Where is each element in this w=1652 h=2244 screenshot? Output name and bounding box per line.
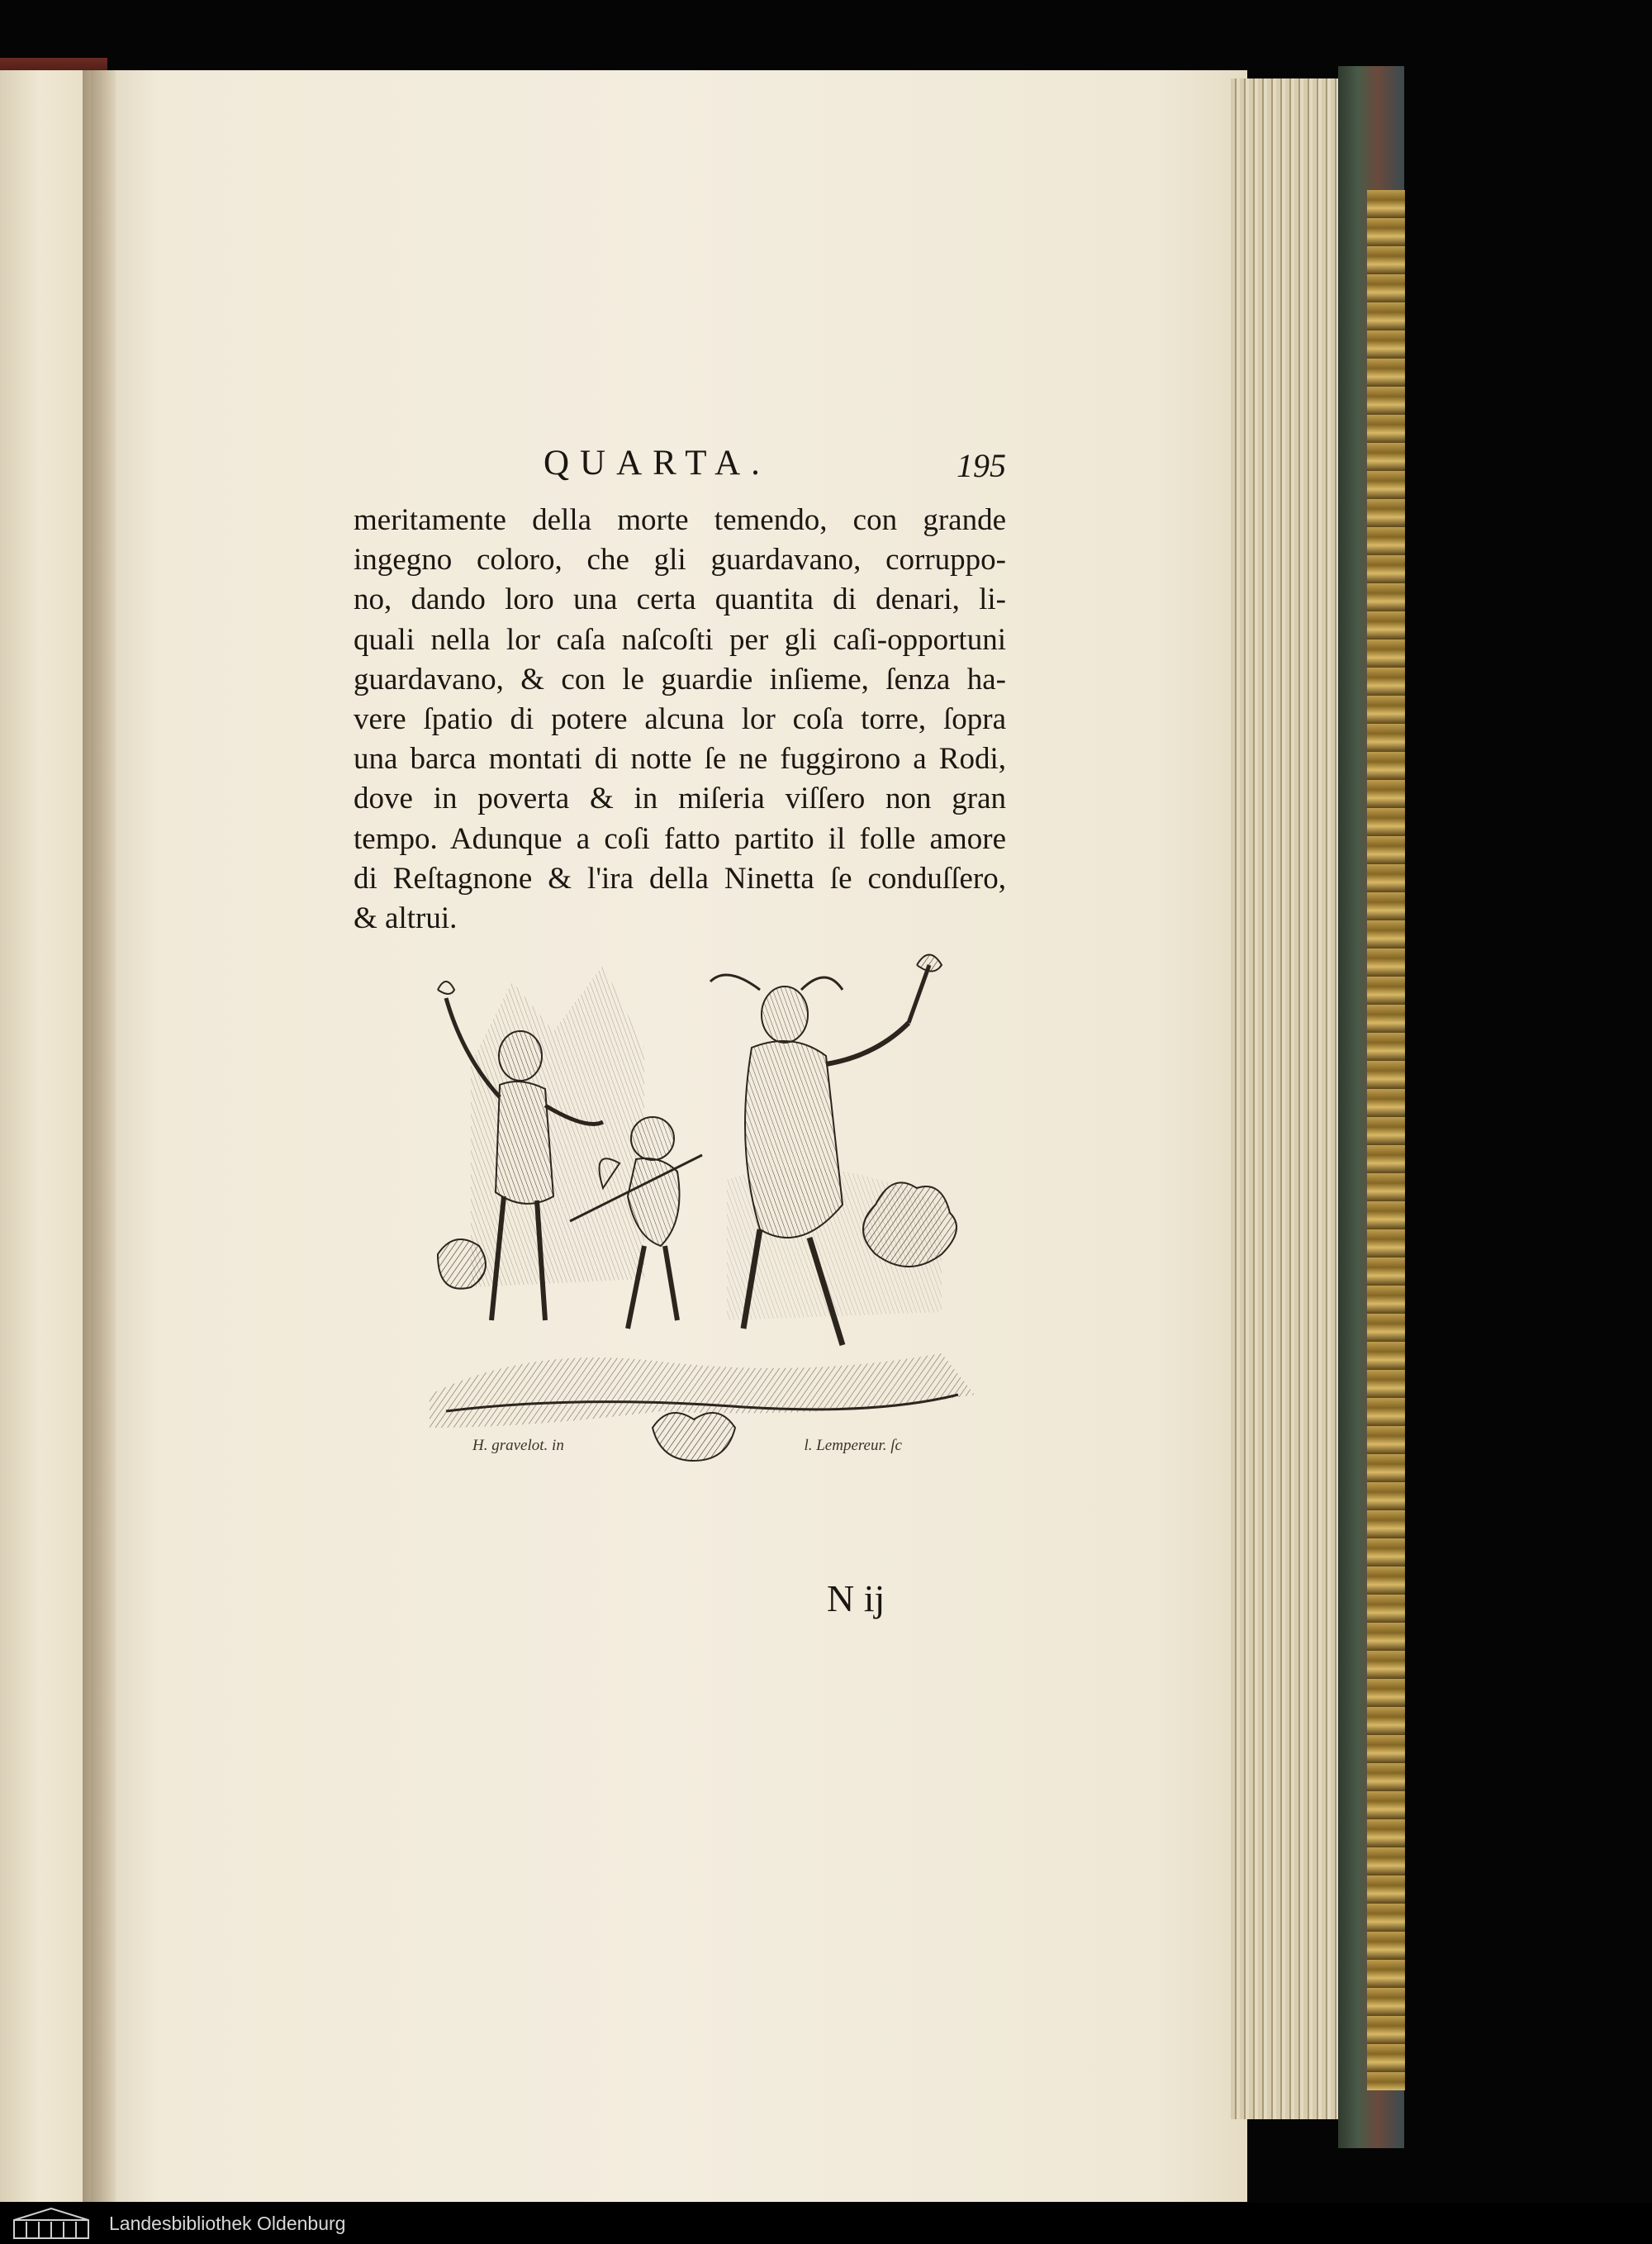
engraving-engraver-credit: l. Lempereur. ſc (804, 1437, 902, 1454)
text-line: dove in poverta & in miſeria viſſero non gran (354, 782, 1006, 816)
text-line: una barca montati di notte ſe ne fuggirono a Rodi, (354, 742, 1006, 777)
text-block (354, 443, 1006, 939)
page-number: 195 (957, 447, 1006, 484)
text-line: ingegno coloro, che gli guardavano, corruppo- (354, 543, 1006, 578)
gilt-border-decoration (1367, 190, 1405, 2090)
library-footer (0, 2203, 1652, 2244)
text-line: di Reſtagnone & l'ira della Ninetta ſe conduſſero, (354, 861, 1006, 896)
library-building-icon (10, 2205, 93, 2242)
text-line: vere ſpatio di potere alcuna lor coſa torre, ſopra (354, 702, 1006, 737)
running-head (354, 443, 1006, 501)
engraved-vignette (413, 932, 991, 1494)
engraving-credits (472, 1437, 902, 1462)
text-line: meritamente della morte temendo, con grande (354, 503, 1006, 537)
text-line: & altrui. (354, 901, 458, 936)
text-line: guardavano, & con le guardie inſieme, ſenza ha- (354, 662, 1006, 696)
running-title: QUARTA. (544, 444, 771, 483)
engraving-designer-credit: H. gravelot. in (472, 1437, 564, 1454)
signature-mark: N ij (827, 1577, 885, 1619)
text-line: no, dando loro una certa quantita di denari, li- (354, 582, 1006, 617)
text-line: quali nella lor caſa naſcoſti per gli caſi-opportuni (354, 622, 1006, 657)
gutter-shadow (83, 70, 116, 2202)
library-name: Landesbibliothek Oldenburg (109, 2212, 346, 2234)
page-fore-edge (1231, 78, 1338, 2119)
text-line: tempo. Adunque a coſi fatto partito il folle amore (354, 821, 1006, 856)
